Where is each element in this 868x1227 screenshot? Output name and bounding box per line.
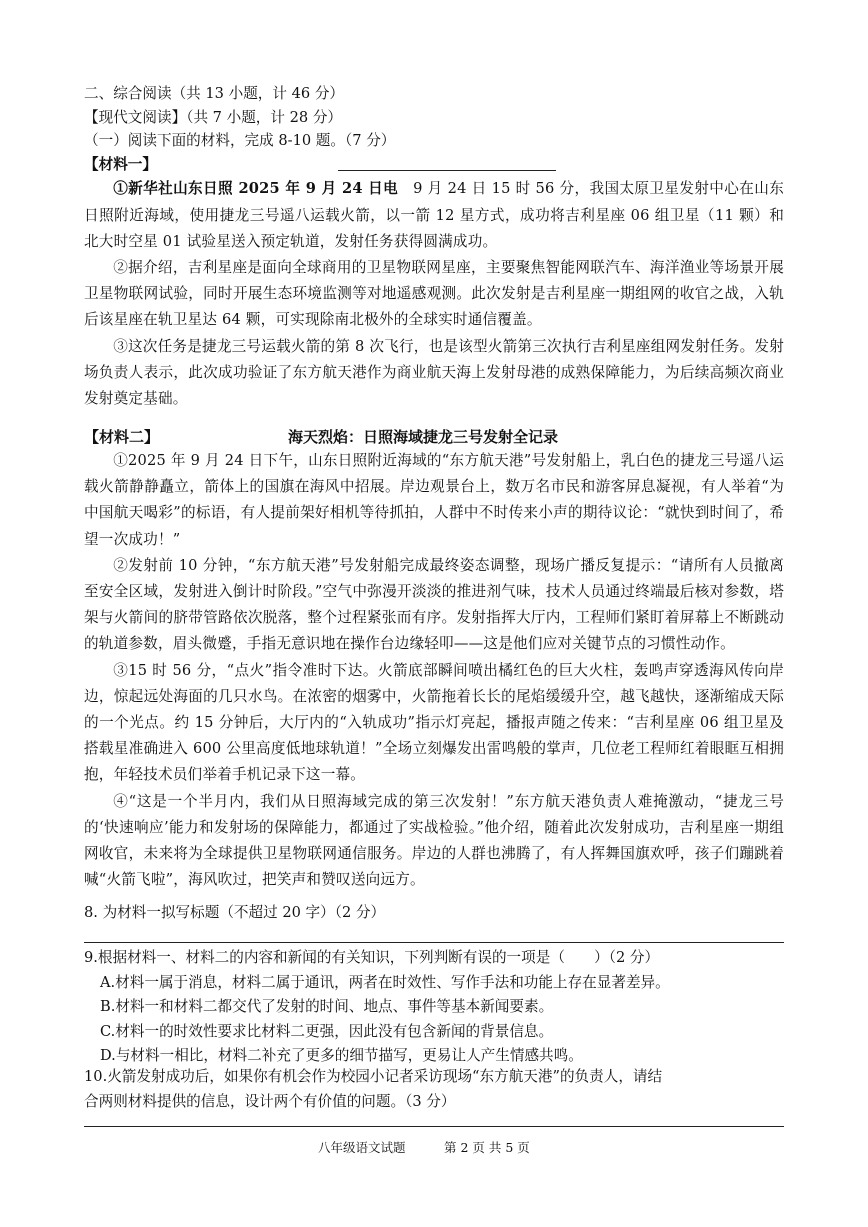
material2-paragraph-3: ③15 时 56 分，“点火”指令准时下达。火箭底部瞬间喷出橘红色的巨大火柱，轰鸣声穿透海风传向岸边，惊起远处海面的几只水鸟。在浓密的烟雾中，火箭拖着长长的尾焰缓缓升空，越飞越快，逐渐缩成天际的一个光点。约 15 分钟后，大厅内的“入轨成功”指示灯亮起，播报声随之传来：“吉利星座 06 组卫星及搭载星准确进入 600 公里高度低地球轨道！”全场立刻爆发出雷鸣般的掌声，几位老工程师红着眼眶互相拥抱，年轻技术员们举着手机记录下这一幕。: [84, 661, 784, 784]
footer-page-number: 第 2 页 共 5 页: [444, 1140, 530, 1155]
question-8: 8. 为材料一拟写标题（不超过 20 字）（2 分）: [84, 904, 386, 921]
material1-paragraph-1: 9 月 24 日 15 时 56 分，我国太原卫星发射中心在山东日照附近海域，使用捷龙三号遥八运载火箭，以一箭 12 星方式，成功将吉利星座 06 组卫星（11 颗）和北大时空星 01 试验星送入预定轨道，发射任务获得圆满成功。: [84, 180, 784, 250]
material2-body: [84, 448, 784, 893]
material2-paragraph-1: ①2025 年 9 月 24 日下午，山东日照附近海域的“东方航天港”号发射船上，乳白色的捷龙三号遥八运载火箭静静矗立，箭体上的国旗在海风中招展。岸边观景台上，数万名市民和游客屏息凝视，有人举着“为中国航天喝彩”的标语，有人提前架好相机等待抓拍，人群中不时传来小声的期待议论：“就快到时间了，希望一次成功！”: [84, 452, 784, 548]
q10-line-1: 10.火箭发射成功后，如果你有机会作为校园小记者采访现场“东方航天港”的负责人，请结: [84, 1068, 663, 1085]
q10-answer-line[interactable]: [84, 1126, 784, 1127]
material1-paragraph-2: ②据介绍，吉利星座是面向全球商用的卫星物联网星座，主要聚焦智能网联汽车、海洋渔业等场景开展卫星物联网试验，同时开展生态环境监测等对地遥感观测。此次发射是吉利星座一期组网的收官之战，入轨后该星座在轨卫星达 64 颗，可实现除南北极外的全球实时通信覆盖。: [84, 258, 784, 329]
material2-label: 【材料二】: [84, 428, 160, 446]
q10-line-2: 合两则材料提供的信息，设计两个有价值的问题。（3 分）: [84, 1092, 456, 1110]
material2-header: [84, 424, 784, 450]
q9-stem: 9.根据材料一、材料二的内容和新闻的有关知识，下列判断有误的一项是（ ）（2 分）: [84, 949, 660, 966]
question-9: [84, 946, 784, 1069]
q9-option-b[interactable]: B.材料一和材料二都交代了发射的时间、地点、事件等基本新闻要素。: [100, 998, 554, 1015]
q9-option-d[interactable]: D.与材料一相比，材料二补充了更多的细节描写，更易让人产生情感共鸣。: [100, 1047, 583, 1064]
footer-exam-name: 八年级语文试题: [318, 1140, 406, 1155]
q9-option-c[interactable]: C.材料一的时效性要求比材料二更强，因此没有包含新闻的背景信息。: [100, 1022, 554, 1040]
material1-label: 【材料一】: [84, 155, 157, 173]
part-instruction: （一）阅读下面的材料，完成 8-10 题。（7 分）: [84, 132, 396, 150]
q9-option-a[interactable]: A.材料一属于消息，材料二属于通讯，两者在时效性、写作手法和功能上存在显著差异。: [100, 973, 670, 991]
title-answer-line[interactable]: [338, 170, 556, 171]
material1-dateline: ①新华社山东日照 2025 年 9 月 24 日电: [113, 180, 399, 198]
question-10: [84, 1065, 784, 1114]
material2-paragraph-4: ④“这是一个半月内，我们从日照海域完成的第三次发射！”东方航天港负责人难掩激动，“捷龙三号的‘快速响应’能力和发射场的保障能力，都通过了实战检验。”他介绍，随着此次发射成功，吉利星座一期组网收官，未来将为全球提供卫星物联网通信服务。岸边的人群也沸腾了，有人挥舞国旗欢呼，孩子们蹦跳着喊“火箭飞啦”，海风吹过，把笑声和赞叹送向远方。: [84, 792, 784, 889]
material1-paragraph-3: ③这次任务是捷龙三号运载火箭的第 8 次飞行，也是该型火箭第三次执行吉利星座组网发射任务。发射场负责人表示，此次成功验证了东方航天港作为商业航天海上发射母港的成熟保障能力，为后续高频次商业发射奠定基础。: [84, 337, 784, 407]
section-header: [84, 82, 784, 412]
material2-title: 海天烈焰：日照海域捷龙三号发射全记录: [288, 428, 559, 446]
material1-body: [84, 176, 784, 412]
section-title: 二、综合阅读（共 13 小题，计 46 分）: [84, 85, 345, 102]
section-subtitle: 【现代文阅读】（共 7 小题，计 28 分）: [84, 108, 343, 126]
material2-paragraph-2: ②发射前 10 分钟，“东方航天港”号发射船完成最终姿态调整，现场广播反复提示：“请所有人员撤离至安全区域，发射进入倒计时阶段。”空气中弥漫开淡淡的推进剂气味，技术人员通过终端最后核对参数，塔架与火箭间的脐带管路依次脱落，整个过程紧张而有序。发射指挥大厅内，工程师们紧盯着屏幕上不断跳动的轨道参数，眉头微蹙，手指无意识地在操作台边缘轻叩——这是他们应对关键节点的习惯性动作。: [84, 556, 784, 653]
q8-answer-line[interactable]: [84, 942, 784, 943]
